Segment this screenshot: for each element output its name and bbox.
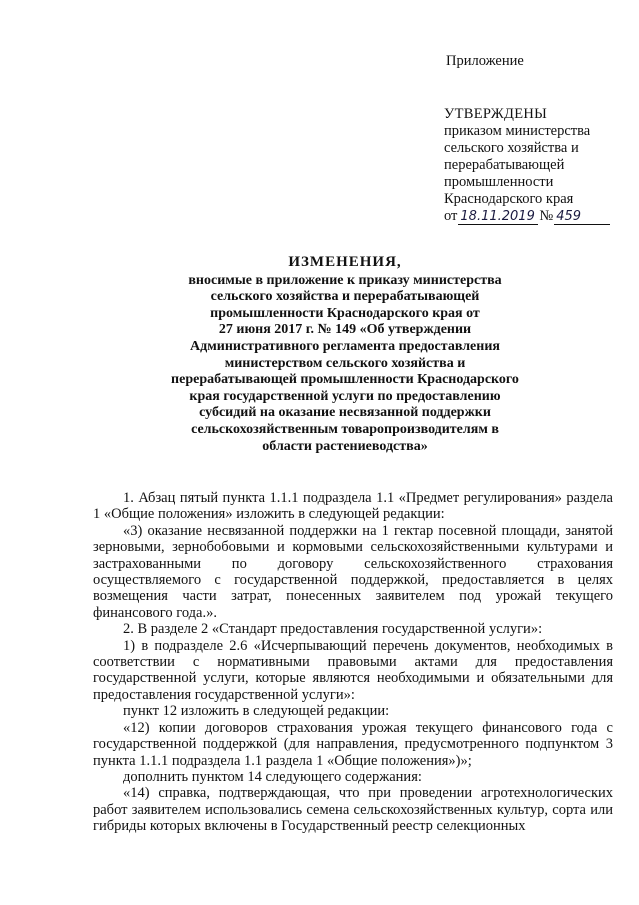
title-line: Административного регламента предоставления <box>190 338 500 354</box>
paragraph: пункт 12 изложить в следующей редакции: <box>123 703 390 720</box>
title-line: промышленности Краснодарского края от <box>210 305 480 321</box>
handwritten-number: 459 <box>554 209 610 225</box>
title-line: субсидий на оказание несвязанной поддержки <box>199 405 491 421</box>
title-line: области растениеводства» <box>262 438 428 454</box>
paragraph: 2. В разделе 2 «Стандарт предоставления государственной услуги»: <box>123 621 543 638</box>
approved-heading: УТВЕРЖДЕНЫ <box>444 106 548 122</box>
approved-line: приказом министерства <box>444 123 591 139</box>
document-title <box>150 254 540 455</box>
number-sign: № <box>539 208 554 224</box>
handwritten-date: 18.11.2019 <box>458 209 538 225</box>
title-line: перерабатывающей промышленности Краснодарского <box>171 372 519 388</box>
from-prefix: от <box>444 208 458 224</box>
approved-line: сельского хозяйства и <box>444 140 579 156</box>
title-line: вносимые в приложение к приказу министерства <box>188 272 502 288</box>
approval-block <box>444 106 624 225</box>
approved-line: перерабатывающей <box>444 157 565 173</box>
approved-line: Краснодарского края <box>444 191 574 207</box>
title-heading: ИЗМЕНЕНИЯ, <box>288 254 402 270</box>
appendix-label: Приложение <box>446 53 524 69</box>
paragraph: «3) оказание несвязанной поддержки на 1 гектар посевной площади, занятой зерновыми, зернобобовыми и кормовыми сельскохозяйственными культурами и застрахованными по договору сельскохозяйственного страхования осуществляемого с государственной поддержкой, предоставляется в целях возмещения части затрат, понесенных заявителем под урожай текущего финансового года.». <box>93 522 613 621</box>
title-line: министерством сельского хозяйства и <box>224 355 466 371</box>
document-body <box>93 490 613 835</box>
title-line: сельскохозяйственным товаропроизводителям в <box>191 421 499 437</box>
paragraph: «14) справка, подтверждающая, что при проведении агротехнологических работ заявителем использовались семена сельскохозяйственных культур, сорта или гибриды которых включены в Государственный реестр селекционных <box>93 785 613 835</box>
order-date-number <box>444 208 624 225</box>
paragraph: «12) копии договоров страхования урожая текущего финансового года с государственной поддержкой (для направления, предусмотренного подпунктом 3 пункта 1.1.1 подраздела 1.1 раздела 1 «Общие положения»)»; <box>93 719 613 769</box>
paragraph: дополнить пунктом 14 следующего содержания: <box>123 768 422 785</box>
paragraph: 1. Абзац пятый пункта 1.1.1 подраздела 1.1 «Предмет регулирования» раздела 1 «Общие положения» изложить в следующей редакции: <box>93 490 613 523</box>
title-line: 27 июня 2017 г. № 149 «Об утверждении <box>218 322 472 338</box>
approved-line: промышленности <box>444 174 554 190</box>
paragraph: 1) в подразделе 2.6 «Исчерпывающий перечень документов, необходимых в соответствии с нормативными правовыми актами для предоставления государственной услуги, которые являются необходимыми и обязательными для предоставления государственной услуги»: <box>93 637 613 703</box>
title-line: сельского хозяйства и перерабатывающей <box>210 289 480 305</box>
title-line: края государственной услуги по предоставлению <box>189 388 501 404</box>
